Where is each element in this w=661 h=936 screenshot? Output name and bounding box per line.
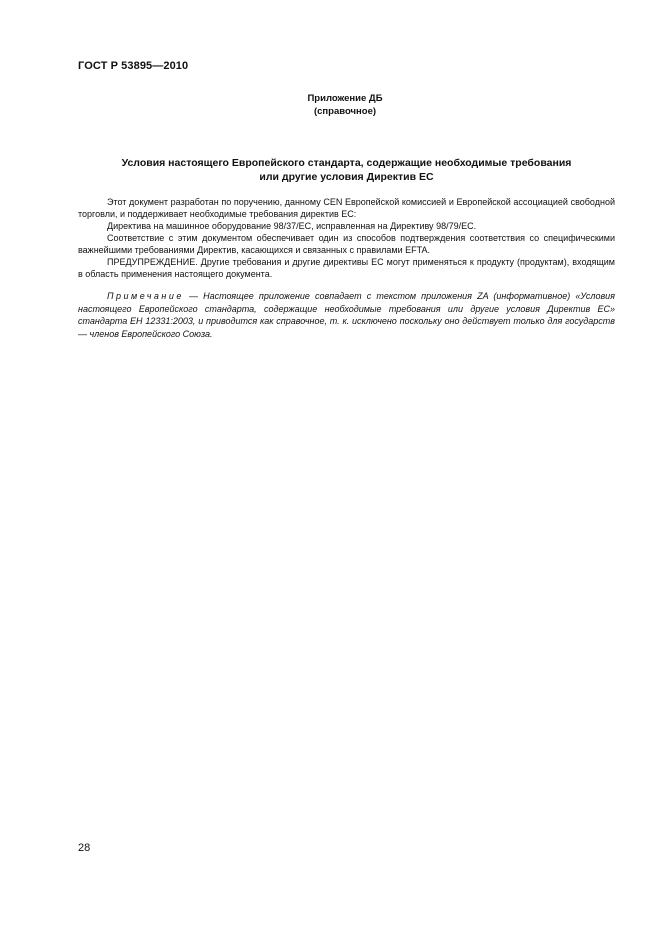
annex-subtitle: (справочное) — [313, 106, 377, 117]
annex-label — [250, 92, 440, 118]
body-paragraph: Соответствие с этим документом обеспечивает один из способов подтверждения соответствия со специфическими важнейшими требованиями Директив, касающихся и связанных с правилами EFTA. — [78, 233, 615, 255]
page-number: 28 — [78, 842, 91, 854]
section-heading — [78, 156, 615, 184]
body-paragraph: Директива на машинное оборудование 98/37/ЕС, исправленная на Директиву 98/79/ЕС. — [107, 221, 477, 231]
annex-title: Приложение ДБ — [307, 93, 383, 104]
document-code: ГОСТ Р 53895—2010 — [78, 60, 189, 72]
note-label: Примечание — [107, 291, 184, 301]
body-text — [78, 196, 615, 280]
body-paragraph: ПРЕДУПРЕЖДЕНИЕ. Другие требования и другие директивы ЕС могут применяться к продукту (продуктам), входящим в область применения настоящего документа. — [78, 257, 615, 279]
note-text: — Настоящее приложение совпадает с текстом приложения ZA (информативное) «Условия настоящего Европейского стандарта, содержащие необходимые требования или другие условия Директив ЕС» стандарта ЕН 12331:2003, и приводится как справочное, т. к. исключено поскольку оно действует только для государств — членов Европейского Союза. — [78, 291, 615, 339]
body-paragraph: Этот документ разработан по поручению, данному CEN Европейской комиссией и Европейской ассоциацией свободной торговли, и поддерживает необходимые требования директив ЕС: — [78, 197, 615, 219]
note-paragraph — [78, 290, 615, 340]
section-heading-line-1: Условия настоящего Европейского стандарта, содержащие необходимые требования — [121, 157, 572, 169]
section-heading-line-2: или другие условия Директив ЕС — [259, 171, 434, 183]
